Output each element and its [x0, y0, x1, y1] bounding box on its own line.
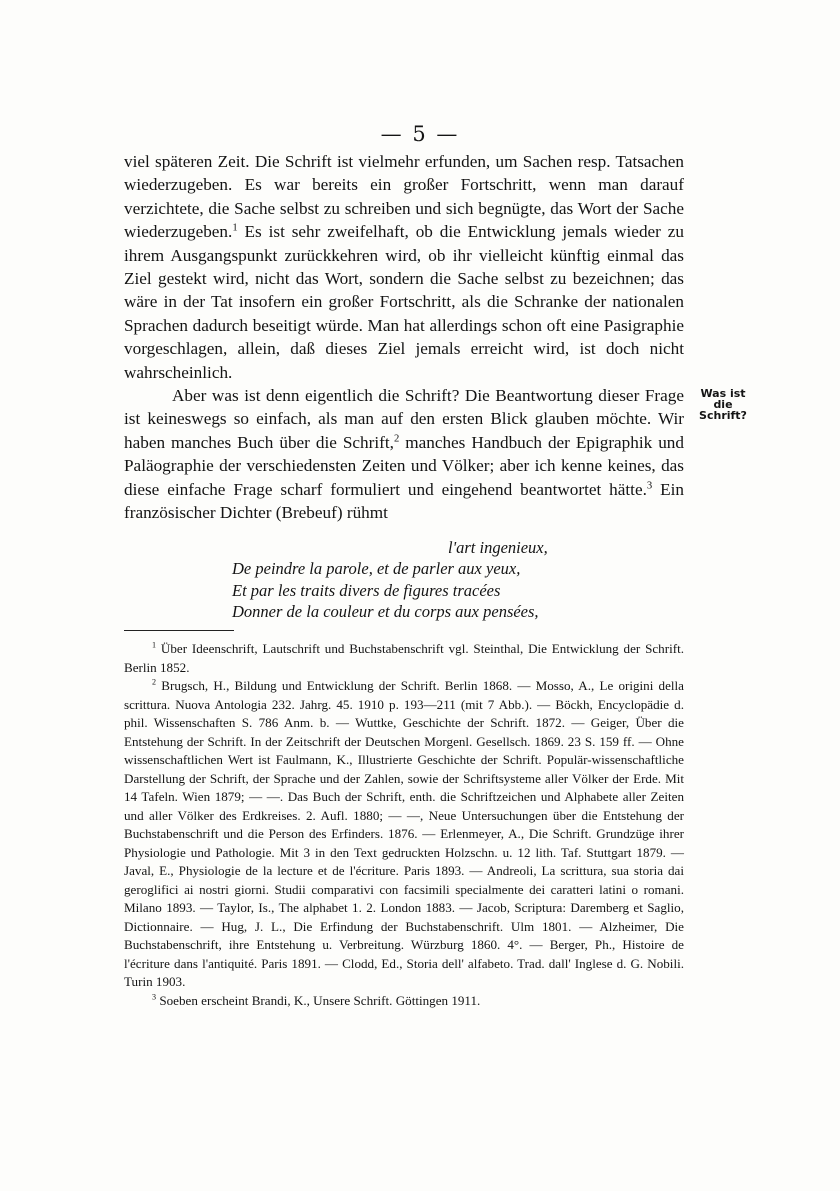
footnote-3: [124, 992, 684, 1011]
footnotes: [124, 640, 684, 1010]
footnote-ref-2: 2: [393, 433, 400, 445]
paragraph-1: [124, 150, 684, 384]
paragraph-2-text-b: manches Handbuch der Epigraphik und Paläographie der verschiedensten Zeiten und Völker; aber ich kenne keines, das diese einfache Frage scharf formuliert und eingehend beantwortet hätte.: [124, 432, 684, 499]
poem-line: De peindre la parole, et de parler aux yeux,: [232, 559, 521, 579]
footnote-text: Brugsch, H., Bildung und Entwicklung der Schrift. Berlin 1868. — Mosso, A., Le origini della scrittura. Nuova Antologia 232. Jahrg. 45. 1910 p. 193—211 (mit 7 Abb.). — Böckh, Encyclopädie d. phil. Wissenschaften S. 786 Anm. b. — Wuttke, Geschichte der Schrift. 1872. — Geiger, Über die Entstehung der Schrift. In der Zeitschrift der Deutschen Morgenl. Gesellsch. 1869. 23 S. 159 ff. — Ohne wissenschaftlichen Wert ist Faulmann, K., Illustrierte Geschichte der Schrift. Populär-wissenschaftliche Darstellung der Schrift, der Sprache und der Zahlen, sowie der Schriftsysteme aller Völker der Erde. Mit 14 Tafeln. Wien 1879; — —. Das Buch der Schrift, enth. die Schriftzeichen und Alphabete aller Zeiten und aller Völker des Erdkreises. 2. Aufl. 1880; — —, Neue Untersuchungen über die Entstehung der Buchstabenschrift und die Person des Erfinders. 1876. — Erlenmeyer, A., Die Schrift. Grundzüge ihrer Physiologie und Pathologie. Mit 3 in den Text gedruckten Holzschn. u. 12 lith. Taf. Stuttgart 1879. — Javal, E., Physiologie de la lecture et de l'écriture. Paris 1893. — Andreoli, La scrittura, sua storia dai geroglifici ai nostri giorni. Studii comparativi con facsimili specialmente dei caratteri latini o romani. Milano 1893. — Taylor, Is., The alphabet 1. 2. London 1883. — Jacob, Scriptura: Daremberg et Saglio, Dictionnaire. — Hug, J. L., Die Erfindung der Buchstabenschrift. Ulm 1801. — Alzheimer, Die Buchstabenschrift, ihre Entstehung u. Verbreitung. Würzburg 1860. 4°. — Berger, Ph., Histoire de l'écriture dans l'antiquité. Paris 1891. — Clodd, Ed., Storia dell' alfabeto. Trad. dall' Inglese d. G. Nobili. Turin 1903.: [124, 678, 684, 989]
main-text: [124, 150, 684, 525]
paragraph-2-text-a: Aber was ist denn eigentlich die Schrift? Die Beantwortung dieser Frage ist keineswegs so einfach, als man auf den ersten Blick glauben möchte. Wir haben manches Buch über die Schrift,: [124, 386, 684, 452]
paragraph-2-text-c: Ein französischer Dichter (Brebeuf) rühmt: [124, 479, 685, 523]
paragraph-1-text: viel späteren Zeit. Die Schrift ist vielmehr erfunden, um Sachen resp. Tatsachen wiederzugeben. Es war bereits ein großer Fortschritt, wenn man darauf verzichtete, die Sache selbst zu schreiben und sich begnügte, das Wort der Sache wiederzugeben.: [124, 152, 684, 242]
footnote-text: Über Ideenschrift, Lautschrift und Buchstabenschrift vgl. Steinthal, Die Entwicklung der Schrift. Berlin 1852.: [124, 641, 684, 675]
footnote-ref-1: 1: [232, 222, 238, 234]
footnote-2: [124, 677, 684, 992]
footnote-text: Soeben erscheint Brandi, K., Unsere Schrift. Göttingen 1911.: [156, 992, 481, 1008]
footnote-mark: 2: [152, 677, 157, 687]
page-number: — 5 —: [380, 122, 460, 146]
paragraph-1-continued: Es ist sehr zweifelhaft, ob die Entwicklung jemals wieder zu ihrem Ausgangspunkt zurückkehren wird, ob ihr vielleicht künftig einmal das Ziel gestekt wird, nicht das Wort, sondern die Sache selbst zu bezeichnen; das wäre in der Tat insofern ein großer Fortschritt, als die Schranke der nationalen Sprachen dadurch beseitigt würde. Man hat allerdings schon oft eine Pasigraphie vorgeschlagen, allein, daß dieses Ziel jemals erreicht wird, ist doch nicht wahrscheinlich.: [124, 222, 684, 382]
footnote-ref-3: 3: [646, 479, 653, 491]
poem-line: Donner de la couleur et du corps aux pensées,: [232, 602, 539, 622]
poem-line: Et par les traits divers de figures tracées: [232, 580, 501, 600]
paragraph-2: [124, 384, 684, 524]
footnote-mark: 1: [152, 640, 157, 650]
poem-quote: [232, 537, 572, 623]
poem-line: l'art ingenieux,: [448, 538, 548, 557]
footnote-1: [124, 640, 684, 677]
footnote-divider: [124, 630, 234, 631]
footnote-mark: 3: [152, 992, 157, 1002]
margin-note: Was ist die Schrift?: [699, 387, 747, 422]
